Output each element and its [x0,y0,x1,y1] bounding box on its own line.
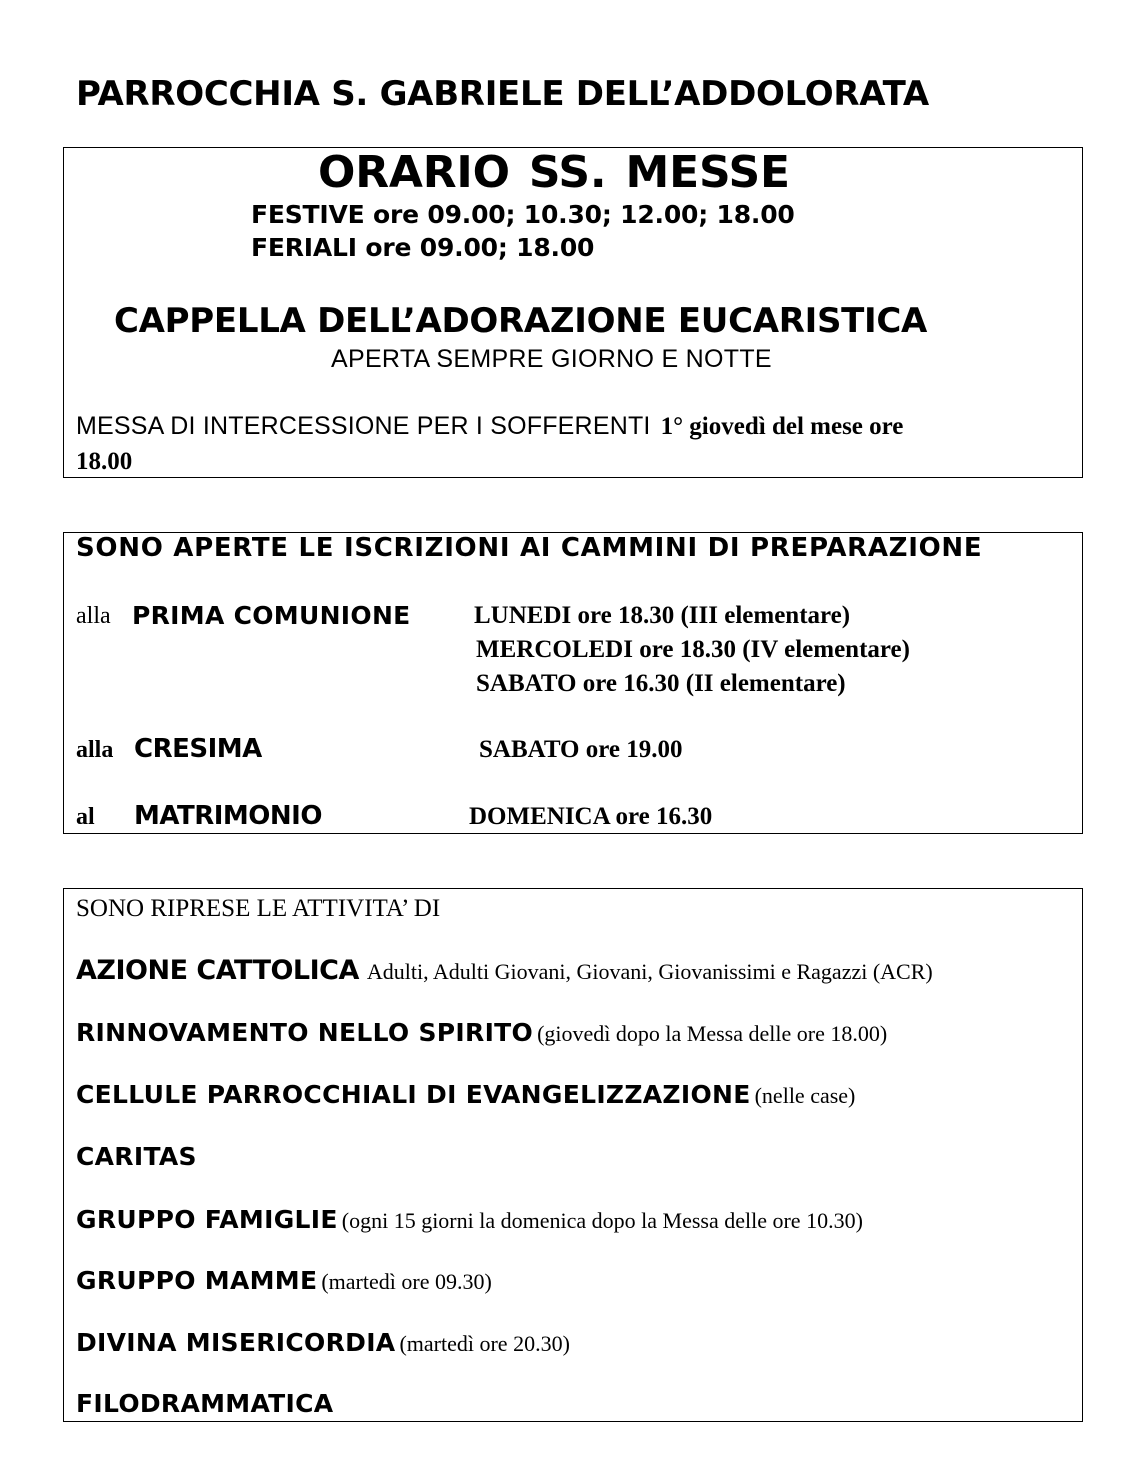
intercession-label: MESSA DI INTERCESSIONE PER I SOFFERENTI [76,412,651,440]
activity-note: (nelle case) [754,1083,856,1108]
comunione-time-3: SABATO ore 16.30 (II elementare) [476,670,846,697]
activity-label: CELLULE PARROCCHIALI DI EVANGELIZZAZIONE [76,1080,751,1109]
intercession-time-continued: 18.00 [76,448,133,475]
cresima-time: SABATO ore 19.00 [479,736,683,763]
enrollment-heading: SONO APERTE LE ISCRIZIONI AI CAMMINI DI PREPARAZIONE [76,533,983,563]
activities-heading: SONO RIPRESE LE ATTIVITA’ DI [76,895,441,922]
matrimonio-prefix: al [76,804,95,830]
activity-caritas: CARITAS [76,1142,197,1171]
activity-label: GRUPPO FAMIGLIE [76,1205,338,1234]
activity-filodrammatica: FILODRAMMATICA [76,1389,334,1418]
activity-note: (giovedì dopo la Messa delle ore 18.00) [537,1021,888,1046]
activity-label: RINNOVAMENTO NELLO SPIRITO [76,1018,534,1047]
activity-label: GRUPPO MAMME [76,1266,318,1295]
activity-gruppo-famiglie [76,1205,863,1234]
comunione-label: PRIMA COMUNIONE [132,601,411,630]
activity-note: (martedì ore 09.30) [321,1269,492,1294]
activity-label: AZIONE CATTOLICA [76,955,359,986]
matrimonio-label: MATRIMONIO [134,801,322,831]
comunione-prefix: alla [76,603,111,629]
cresima-prefix: alla [76,737,114,763]
intercession-line [76,412,903,441]
festive-schedule: FESTIVE ore 09.00; 10.30; 12.00; 18.00 [251,200,795,229]
activity-rinnovamento [76,1018,887,1047]
cresima-label: CRESIMA [134,734,262,764]
comunione-time-1: LUNEDI ore 18.30 (III elementare) [474,602,851,629]
mass-schedule-heading: ORARIO SS. MESSE [318,147,790,198]
activity-cellule [76,1080,855,1109]
activity-azione-cattolica [76,955,933,986]
activity-note: Adulti, Adulti Giovani, Giovani, Giovanissimi e Ragazzi (ACR) [366,959,933,984]
page-title: PARROCCHIA S. GABRIELE DELL’ADDOLORATA [76,74,929,114]
matrimonio-time: DOMENICA ore 16.30 [469,803,713,830]
intercession-time: 1° giovedì del mese ore [660,413,904,440]
chapel-note: APERTA SEMPRE GIORNO E NOTTE [331,345,772,373]
feriali-schedule: FERIALI ore 09.00; 18.00 [251,233,595,262]
activity-note: (martedì ore 20.30) [399,1331,570,1356]
comunione-time-2: MERCOLEDI ore 18.30 (IV elementare) [476,636,910,663]
activity-label: DIVINA MISERICORDIA [76,1328,396,1357]
chapel-heading: CAPPELLA DELL’ADORAZIONE EUCARISTICA [114,301,928,341]
activity-note: (ogni 15 giorni la domenica dopo la Messa delle ore 10.30) [341,1208,863,1233]
activity-gruppo-mamme [76,1266,492,1295]
activity-divina-misericordia [76,1328,570,1357]
